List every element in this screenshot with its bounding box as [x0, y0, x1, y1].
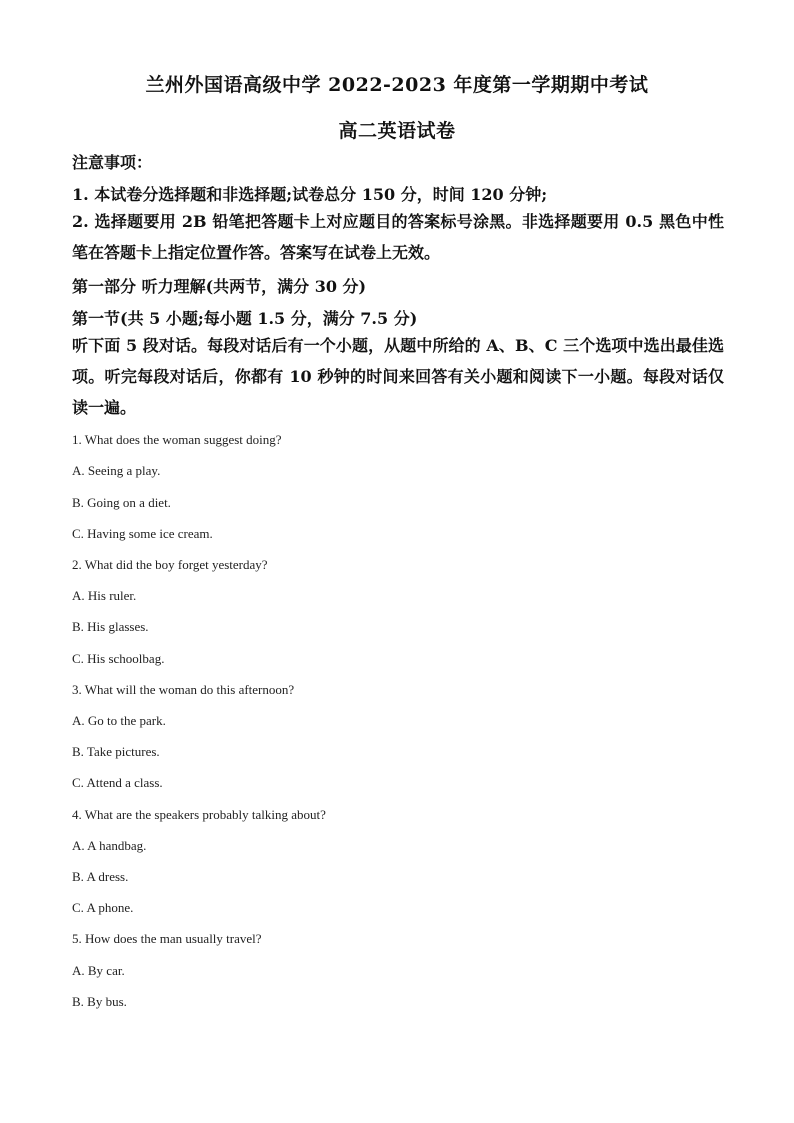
notes-item-2: 2. 选择题要用 2B 铅笔把答题卡上对应题目的答案标号涂黑。非选择题要用 0.5 黑色中性笔在答题卡上指定位置作答。答案写在试卷上无效。	[72, 212, 724, 262]
question-stem: 5. How does the man usually travel?	[72, 931, 262, 946]
answer-option: A. A handbag.	[72, 838, 147, 853]
answer-option: A. By car.	[72, 963, 125, 978]
part1-heading: 第一部分 听力理解(共两节，满分 30 分)	[72, 277, 367, 296]
exam-title: 兰州外国语高级中学 2022-2023 年度第一学期期中考试	[145, 74, 649, 96]
answer-option: B. By bus.	[72, 994, 127, 1009]
notes-heading: 注意事项：	[72, 153, 153, 172]
question-stem: 4. What are the speakers probably talking about?	[72, 807, 326, 822]
listening-instructions: 听下面 5 段对话。每段对话后有一个小题，从题中所给的 A、B、C 三个选项中选出最佳选项。听完每段对话后，你都有 10 秒钟的时间来回答有关小题和阅读下一小题。每段对话仅读一遍。	[72, 336, 724, 417]
answer-option: B. His glasses.	[72, 619, 149, 634]
answer-option: B. Going on a diet.	[72, 495, 171, 510]
answer-option: A. Seeing a play.	[72, 463, 161, 478]
question-stem: 3. What will the woman do this afternoon?	[72, 682, 295, 697]
answer-option: A. His ruler.	[72, 588, 137, 603]
notes-item-1: 1. 本试卷分选择题和非选择题;试卷总分 150 分，时间 120 分钟;	[72, 185, 548, 204]
answer-option: B. Take pictures.	[72, 744, 160, 759]
section1-heading: 第一节(共 5 小题;每小题 1.5 分，满分 7.5 分)	[72, 309, 418, 328]
question-stem: 1. What does the woman suggest doing?	[72, 432, 282, 447]
answer-option: C. Having some ice cream.	[72, 526, 213, 541]
answer-option: C. His schoolbag.	[72, 651, 165, 666]
answer-option: B. A dress.	[72, 869, 129, 884]
question-stem: 2. What did the boy forget yesterday?	[72, 557, 268, 572]
answer-option: C. A phone.	[72, 900, 134, 915]
exam-subtitle: 高二英语试卷	[338, 120, 456, 142]
answer-option: A. Go to the park.	[72, 713, 166, 728]
answer-option: C. Attend a class.	[72, 775, 163, 790]
